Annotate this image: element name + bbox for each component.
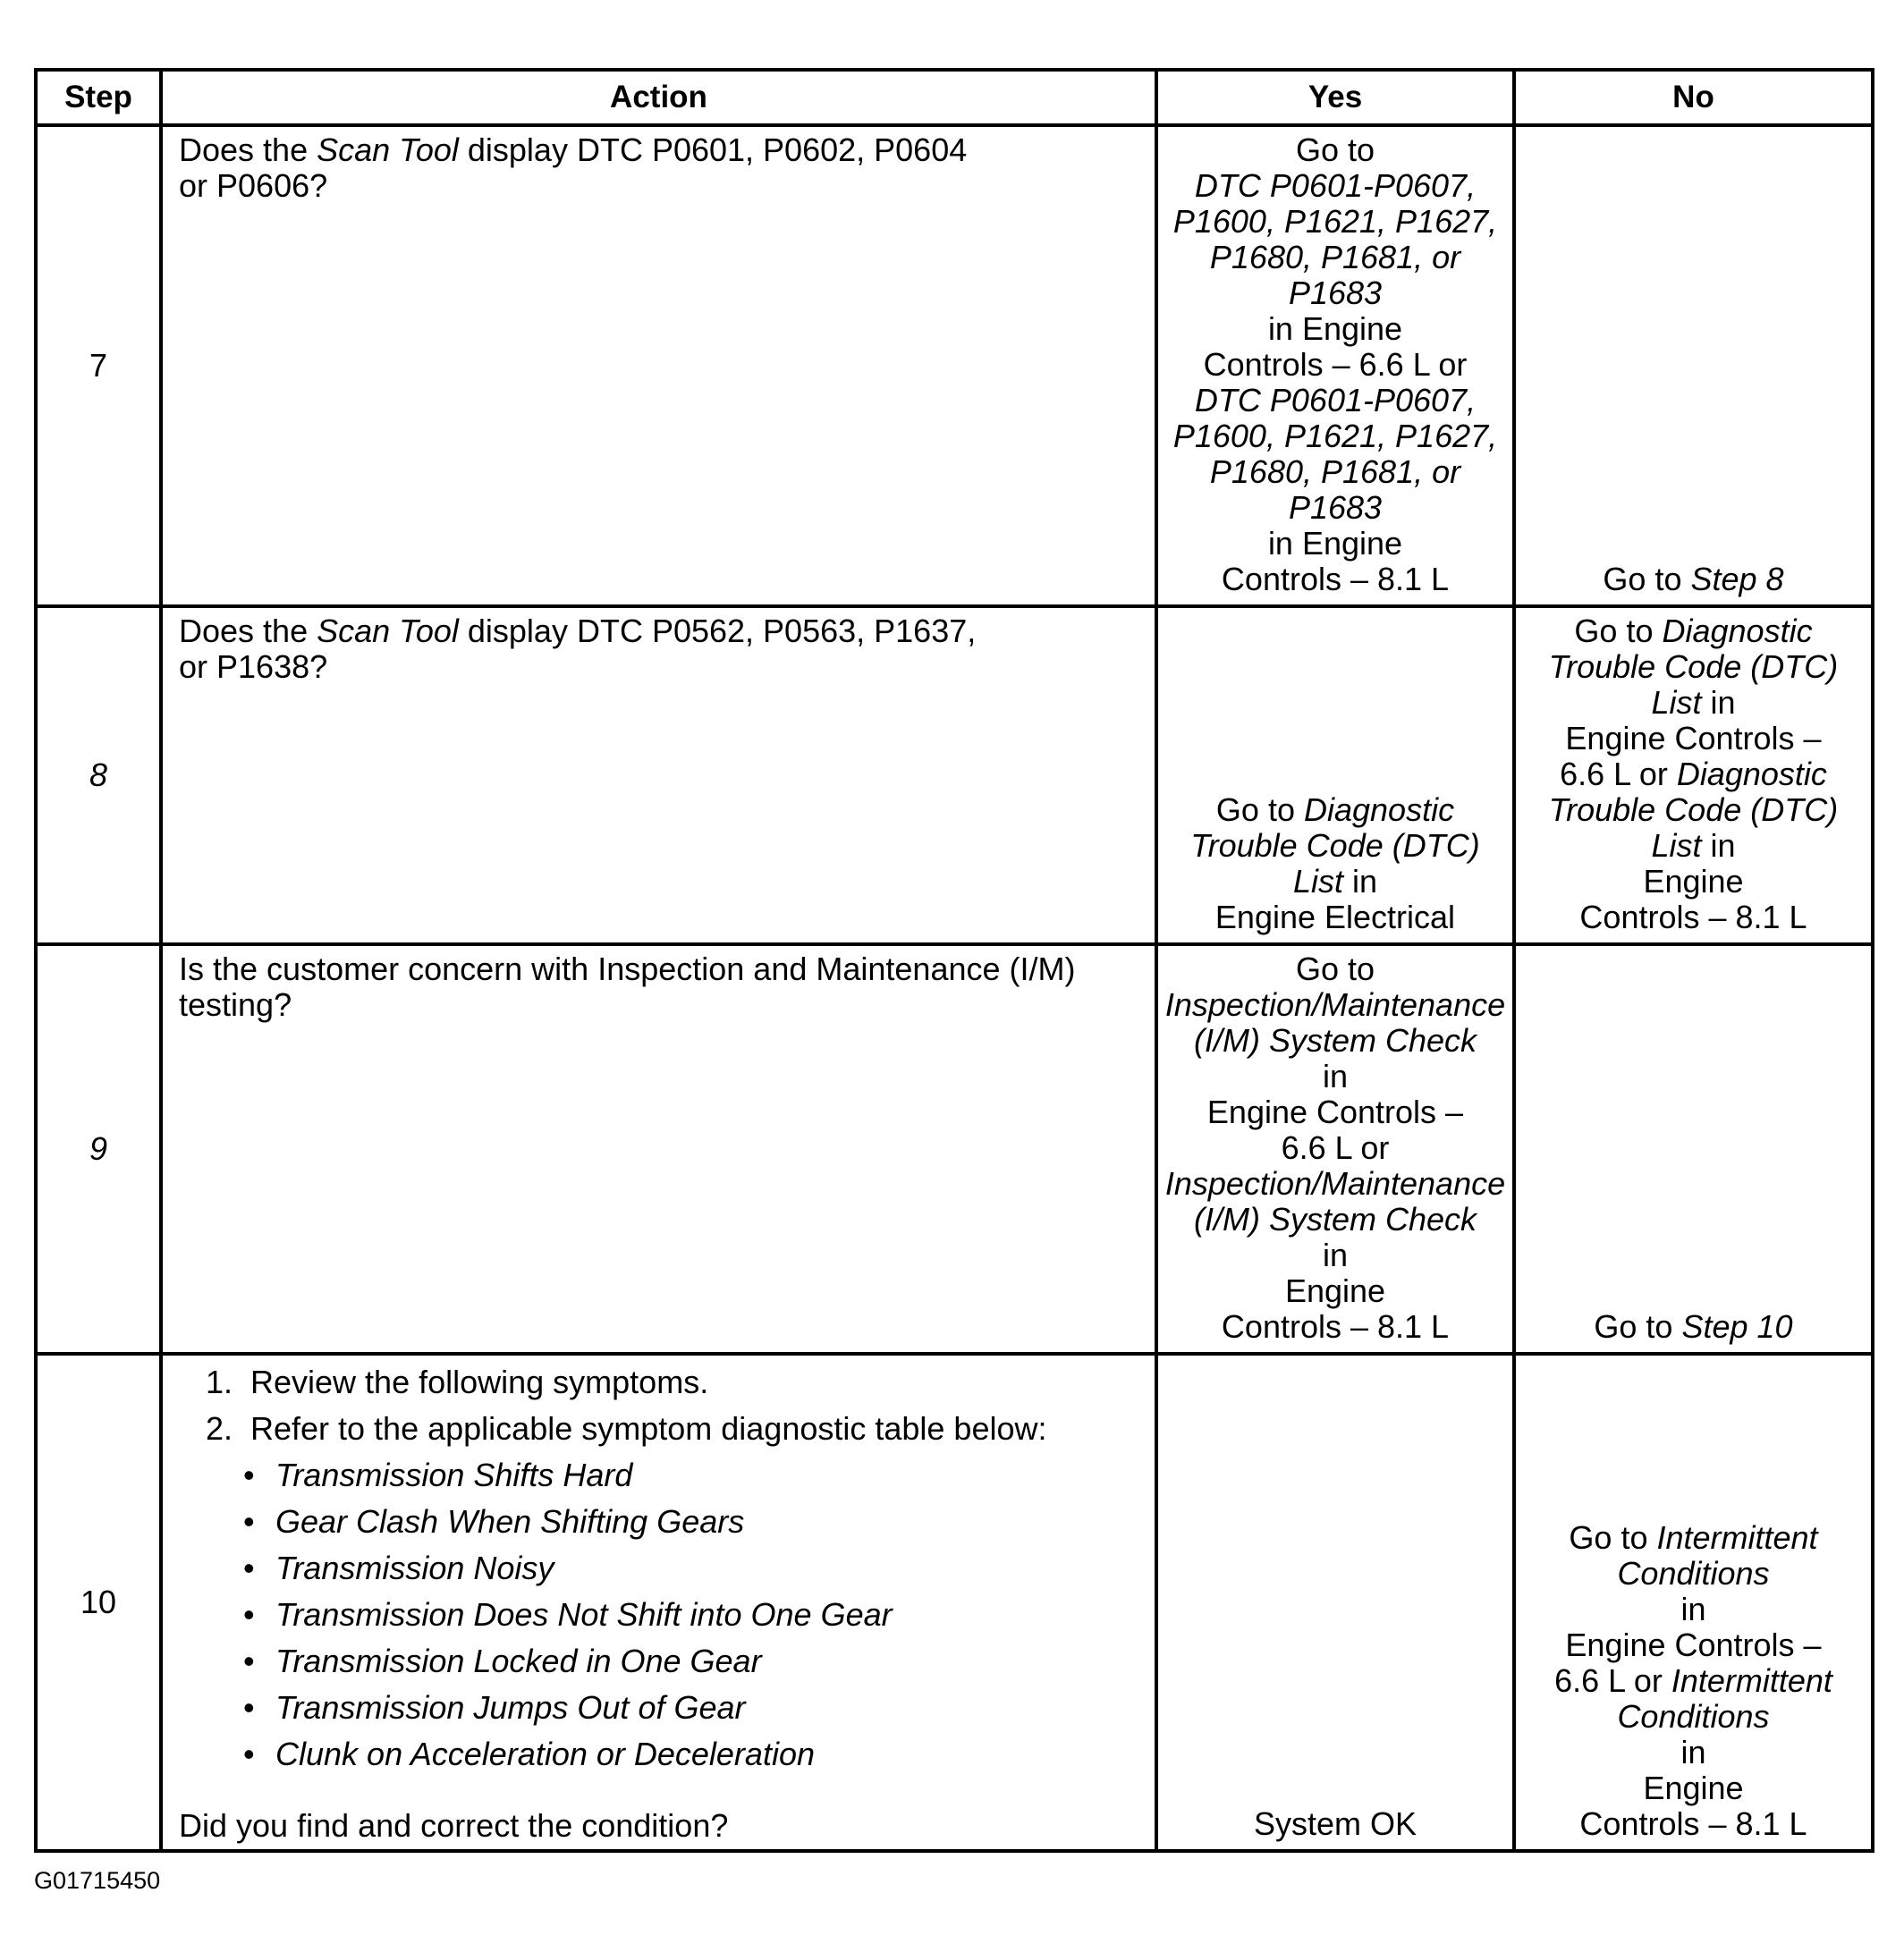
no-link: Diagnostic	[1676, 756, 1827, 792]
action-cell	[161, 125, 1156, 606]
list-item	[206, 1365, 1138, 1400]
no-link: List	[1651, 827, 1702, 864]
header-yes: Yes	[1156, 70, 1514, 125]
action-text: Is the customer concern with Inspection and Maintenance (I/M)	[179, 951, 1076, 987]
symptom-list	[179, 1458, 1138, 1772]
no-text: in	[1701, 827, 1736, 864]
no-text: in	[1680, 1591, 1706, 1627]
no-link: Intermittent	[1671, 1662, 1832, 1699]
no-cell	[1514, 125, 1873, 606]
symptom-item	[243, 1458, 1138, 1493]
no-text: Go to	[1603, 561, 1691, 597]
no-text: 6.6 L or	[1560, 756, 1677, 792]
yes-link: (I/M) System Check	[1193, 1201, 1477, 1238]
yes-line: in	[1322, 1237, 1349, 1273]
step-number: 8	[36, 606, 161, 944]
no-text: Engine	[1643, 863, 1744, 900]
action-cell	[161, 606, 1156, 944]
no-link: List	[1651, 684, 1702, 721]
symptom-item	[243, 1551, 1138, 1586]
bullet-icon: •	[243, 1643, 255, 1679]
symptom-item	[243, 1597, 1138, 1633]
symptom-item	[243, 1504, 1138, 1540]
bullet-icon: •	[243, 1736, 255, 1772]
yes-cell	[1156, 1354, 1514, 1851]
yes-line: Go to	[1295, 131, 1375, 168]
bullet-icon: •	[243, 1689, 255, 1726]
yes-link: DTC P0601-P0607,	[1194, 382, 1477, 418]
yes-link: Inspection/Maintenance	[1164, 986, 1506, 1023]
yes-line: Controls – 8.1 L	[1221, 561, 1450, 597]
no-text: Engine Controls –	[1565, 720, 1822, 756]
yes-text: in	[1343, 863, 1378, 900]
yes-line: Engine	[1284, 1272, 1386, 1309]
symptom-link: Transmission Shifts Hard	[275, 1457, 633, 1493]
symptom-link: Transmission Locked in One Gear	[275, 1643, 762, 1679]
no-text: 6.6 L or	[1554, 1662, 1671, 1699]
no-cell	[1514, 944, 1873, 1354]
symptom-item	[243, 1644, 1138, 1679]
bullet-icon: •	[243, 1596, 255, 1633]
action-text: Does the	[179, 131, 317, 168]
table-row-step-8	[36, 606, 1873, 944]
yes-link: P1680, P1681, or	[1209, 239, 1461, 275]
yes-link: P1683	[1288, 489, 1383, 526]
diagnostic-table	[34, 68, 1874, 1853]
yes-text: Engine Electrical	[1214, 899, 1456, 935]
no-text: Engine	[1643, 1770, 1744, 1806]
list-text: Refer to the applicable symptom diagnostic table below:	[250, 1410, 1047, 1447]
list-item	[206, 1411, 1138, 1447]
table-row-step-10	[36, 1354, 1873, 1851]
list-text: Review the following symptoms.	[250, 1364, 709, 1400]
no-link: Intermittent	[1656, 1519, 1818, 1556]
list-number: 1.	[206, 1364, 233, 1400]
table-row-step-7	[36, 125, 1873, 606]
yes-cell	[1156, 944, 1514, 1354]
no-link: Trouble Code (DTC)	[1548, 648, 1839, 685]
yes-text: Go to	[1215, 791, 1304, 828]
symptom-link: Transmission Noisy	[275, 1550, 554, 1586]
yes-text: System OK	[1253, 1805, 1417, 1842]
symptom-link: Gear Clash When Shifting Gears	[275, 1503, 745, 1540]
action-text: display DTC P0562, P0563, P1637,	[458, 613, 977, 649]
symptom-link: Transmission Jumps Out of Gear	[275, 1689, 746, 1726]
table-row-step-9	[36, 944, 1873, 1354]
yes-line: in Engine	[1267, 310, 1403, 347]
no-text: in	[1701, 684, 1736, 721]
yes-line: Controls – 8.1 L	[1221, 1308, 1450, 1345]
symptom-link: Transmission Does Not Shift into One Gear	[275, 1596, 893, 1633]
yes-line: Engine Controls –	[1206, 1094, 1464, 1130]
bullet-icon: •	[243, 1457, 255, 1493]
step-number: 7	[36, 125, 161, 606]
no-text: Controls – 8.1 L	[1579, 1805, 1807, 1842]
bullet-icon: •	[243, 1503, 255, 1540]
no-text: Engine Controls –	[1565, 1627, 1822, 1663]
list-number: 2.	[206, 1410, 233, 1447]
no-text: in	[1680, 1734, 1706, 1770]
yes-line: 6.6 L or	[1281, 1129, 1390, 1166]
yes-link: P1680, P1681, or	[1209, 453, 1461, 490]
figure-id: G01715450	[34, 1867, 161, 1894]
no-text: Controls – 8.1 L	[1579, 899, 1807, 935]
no-link: Conditions	[1617, 1698, 1770, 1735]
action-text: or P0606?	[179, 167, 328, 204]
action-cell	[161, 1354, 1156, 1851]
yes-link: Trouble Code (DTC)	[1190, 827, 1480, 864]
no-text: Go to	[1569, 1519, 1657, 1556]
yes-link: P1600, P1621, P1627,	[1172, 203, 1498, 240]
action-text: testing?	[179, 986, 292, 1023]
yes-line: Go to	[1295, 951, 1375, 987]
action-italic: Scan Tool	[317, 613, 459, 649]
header-step: Step	[36, 70, 161, 125]
yes-link: Diagnostic	[1303, 791, 1455, 828]
no-cell	[1514, 1354, 1873, 1851]
yes-link: P1683	[1288, 275, 1383, 311]
action-text: display DTC P0601, P0602, P0604	[458, 131, 968, 168]
yes-link: (I/M) System Check	[1193, 1022, 1477, 1059]
yes-line: in	[1322, 1058, 1349, 1094]
yes-link: Inspection/Maintenance	[1164, 1165, 1506, 1202]
bullet-icon: •	[243, 1550, 255, 1586]
symptom-item	[243, 1737, 1138, 1772]
yes-link: P1600, P1621, P1627,	[1172, 418, 1498, 454]
action-italic: Scan Tool	[317, 131, 459, 168]
symptom-link: Clunk on Acceleration or Deceleration	[275, 1736, 815, 1772]
yes-line: in Engine	[1267, 525, 1403, 562]
yes-cell	[1156, 125, 1514, 606]
no-cell	[1514, 606, 1873, 944]
header-no: No	[1514, 70, 1873, 125]
step-number: 9	[36, 944, 161, 1354]
yes-cell	[1156, 606, 1514, 944]
action-text: Does the	[179, 613, 317, 649]
action-question: Did you find and correct the condition?	[179, 1807, 729, 1844]
action-cell	[161, 944, 1156, 1354]
no-link: Diagnostic	[1662, 613, 1813, 649]
no-text: Go to	[1574, 613, 1663, 649]
step-number: 10	[36, 1354, 161, 1851]
no-link: Conditions	[1617, 1555, 1770, 1592]
yes-link: List	[1292, 863, 1343, 900]
yes-line: Controls – 6.6 L or	[1203, 346, 1468, 383]
yes-link: DTC P0601-P0607,	[1194, 167, 1477, 204]
instruction-list	[179, 1365, 1138, 1447]
action-text: or P1638?	[179, 648, 328, 685]
no-link: Step 8	[1690, 561, 1784, 597]
header-action: Action	[161, 70, 1156, 125]
no-link: Step 10	[1681, 1308, 1793, 1345]
no-link: Trouble Code (DTC)	[1548, 791, 1839, 828]
symptom-item	[243, 1690, 1138, 1726]
no-text: Go to	[1594, 1308, 1682, 1345]
header-row	[36, 70, 1873, 125]
